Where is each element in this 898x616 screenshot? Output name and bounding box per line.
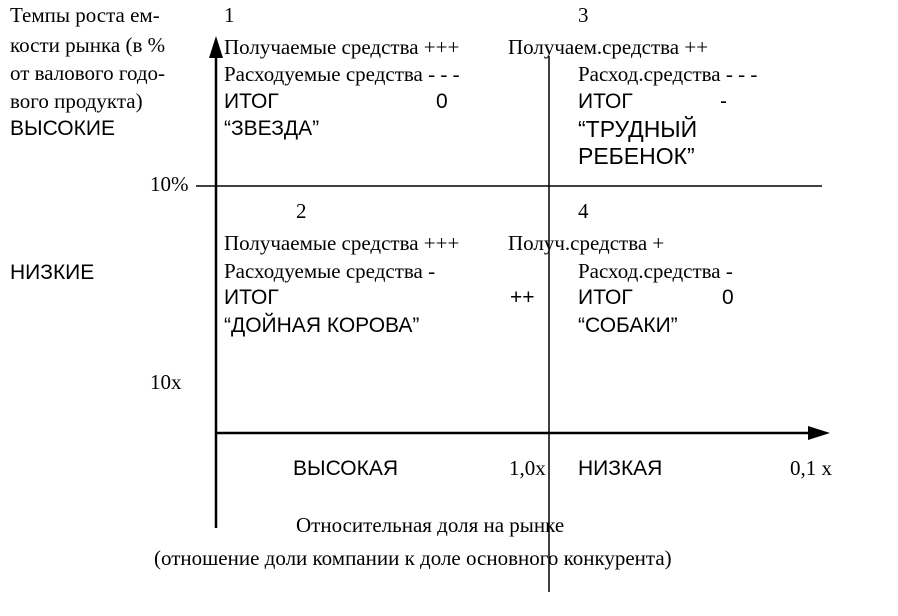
x-axis-title: Относительная доля на рынке: [296, 513, 565, 537]
quadrant-3-expense: Расход.средства - - -: [578, 62, 758, 86]
quadrant-1-number: 1: [224, 3, 235, 27]
quadrant-2-income: Получаемые средства +++: [224, 231, 460, 255]
quadrant-3-total-value: -: [720, 90, 727, 113]
quadrant-4-income: Получ.средства +: [508, 231, 665, 255]
x-axis-tick-mid: 1,0х: [509, 456, 546, 480]
y-axis-title-line-3: от валового годо-: [10, 61, 166, 85]
quadrant-3-name-line-1: “ТРУДНЫЙ: [578, 116, 698, 142]
quadrant-2-expense: Расходуемые средства -: [224, 259, 436, 283]
quadrant-1-name: “ЗВЕЗДА”: [224, 117, 320, 140]
x-axis-low-label: НИЗКАЯ: [578, 457, 663, 480]
x-axis-high-label: ВЫСОКАЯ: [293, 457, 399, 480]
quadrant-2-total-value: ++: [510, 286, 535, 309]
y-axis-title-line-2: кости рынка (в %: [10, 33, 166, 57]
y-axis-low-label: НИЗКИЕ: [10, 261, 95, 284]
quadrant-1-total-label: ИТОГ: [224, 90, 279, 113]
quadrant-3-income: Получаем.средства ++: [508, 35, 709, 59]
x-axis-tick-end: 0,1 х: [790, 456, 832, 480]
y-axis-tick-mid: 10%: [150, 172, 189, 196]
quadrant-3-total-label: ИТОГ: [578, 90, 633, 113]
y-axis-tick-low: 10х: [150, 370, 182, 394]
x-axis-arrowhead: [808, 426, 830, 440]
quadrant-1-expense: Расходуемые средства - - -: [224, 62, 460, 86]
quadrant-4-total-value: 0: [722, 286, 734, 309]
y-axis-title-line-4: вого продукта): [10, 89, 143, 113]
quadrant-4-number: 4: [578, 199, 589, 223]
quadrant-2-number: 2: [296, 199, 307, 223]
y-axis-high-label: ВЫСОКИЕ: [10, 117, 115, 140]
quadrant-4-total-label: ИТОГ: [578, 286, 633, 309]
quadrant-3-number: 3: [578, 3, 589, 27]
quadrant-1-income: Получаемые средства +++: [224, 35, 460, 59]
quadrant-1-total-value: 0: [436, 90, 448, 113]
quadrant-2-total-label: ИТОГ: [224, 286, 279, 309]
y-axis-title-line-1: Темпы роста ем-: [10, 3, 160, 27]
y-axis-arrowhead: [209, 36, 223, 58]
quadrant-3-name-line-2: РЕБЕНОК”: [578, 143, 695, 169]
quadrant-4-name: “СОБАКИ”: [578, 314, 678, 337]
x-axis-subtitle: (отношение доли компании к доле основного конкурента): [154, 546, 672, 570]
quadrant-4-expense: Расход.средства -: [578, 259, 733, 283]
quadrant-2-name: “ДОЙНАЯ КОРОВА”: [224, 314, 420, 337]
